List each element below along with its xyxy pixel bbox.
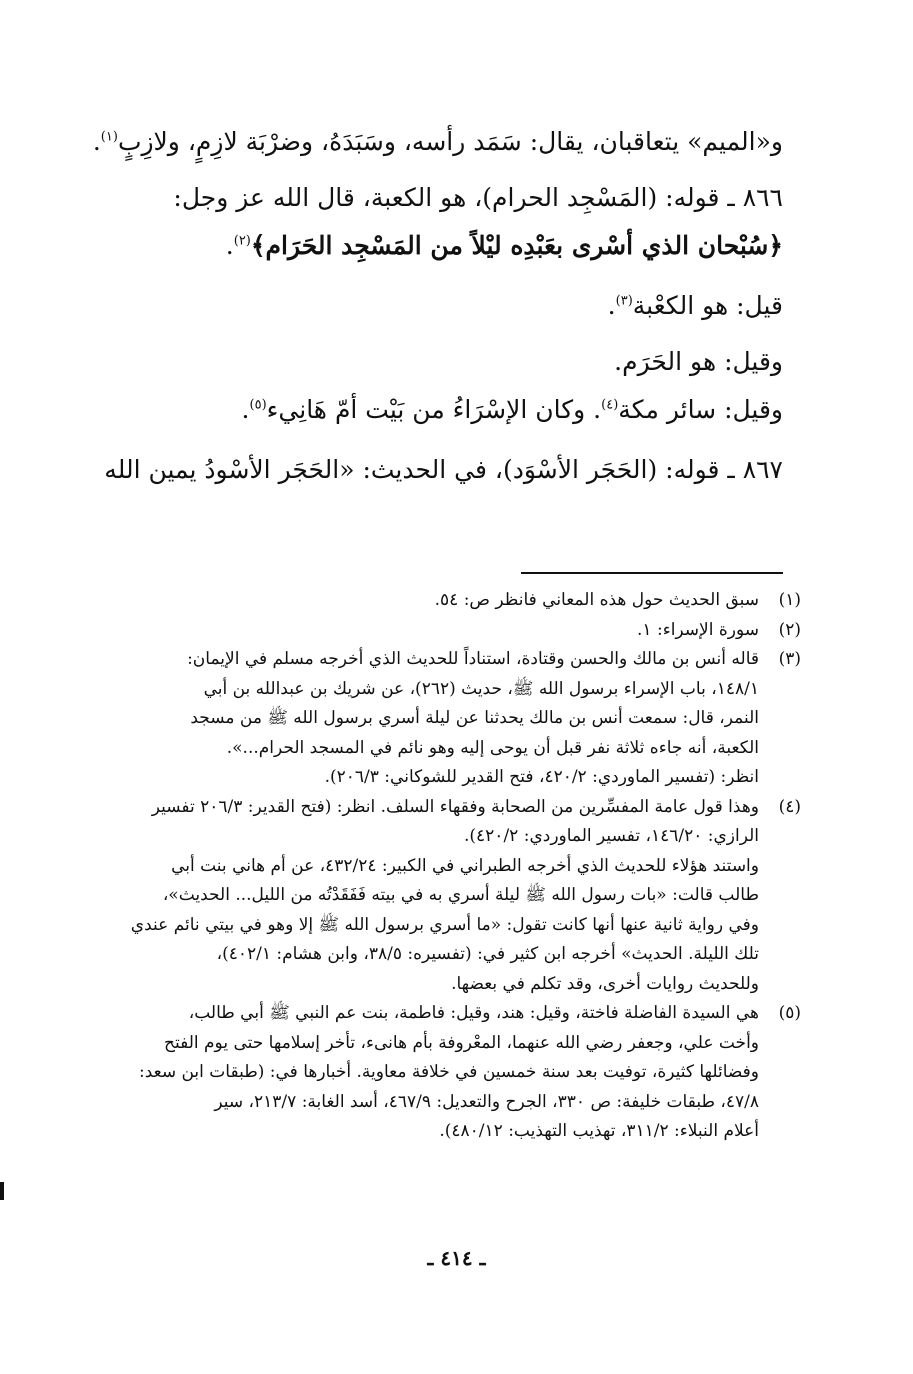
footnote-ref-2[interactable]: (٢) xyxy=(233,233,251,249)
entry-866 xyxy=(103,174,783,222)
qil-1-end: . xyxy=(607,291,616,320)
footnote-5 xyxy=(111,999,801,1147)
footnote-line: سبق الحديث حول هذه المعاني فانظر ص: ٥٤. xyxy=(434,590,759,610)
qil-2 xyxy=(103,338,783,386)
line1-text: و«الميم» يتعاقبان، يقال: سَمَد رأسه، وسَبَدَهُ، وضرْبَة لازِمٍ، ولازِبٍ xyxy=(117,127,783,156)
quran-verse: ﴿سُبْحان الذي أسْرى بعَبْدِه ليْلاً من المَسْجِد الحَرَام﴾ xyxy=(250,231,783,260)
footnote-separator xyxy=(521,572,783,574)
footnote-ref-4[interactable]: (٤) xyxy=(601,397,619,413)
entry-866-quran-line xyxy=(103,222,783,270)
footnote-line: الكعبة، أنه جاءه ثلاثة نفر قبل أن يوحى إليه وهو نائم في المسجد الحرام...». xyxy=(226,737,759,758)
footnote-line: ١٤٨/١، باب الإسراء برسول الله ﷺ، حديث (٢٦٢)، عن شريك بن عبدالله بن أبي xyxy=(203,678,759,699)
footnote-number: (٢) xyxy=(778,619,801,640)
footnote-4 xyxy=(111,793,801,1000)
footnote-2 xyxy=(111,616,801,646)
footnote-line: وللحديث روايات أخرى، وقد تكلم في بعضها. xyxy=(451,973,759,994)
footnote-number: (٥) xyxy=(778,1003,801,1023)
footnote-line: قاله أنس بن مالك والحسن وقتادة، استناداً للحديث الذي أخرجه مسلم في الإيمان: xyxy=(187,649,759,669)
scan-edge-mark xyxy=(0,1182,4,1200)
footnote-1 xyxy=(111,586,801,616)
footnote-number: (٣) xyxy=(778,649,801,669)
qil-1-text: قيل: هو الكعْبة xyxy=(632,291,783,320)
footnote-line: واستند هؤلاء للحديث الذي أخرجه الطبراني في الكبير: ٤٣٢/٢٤، عن أم هاني بنت أبي xyxy=(171,855,759,876)
footnote-line: الرازي: ١٤٦/٢٠، تفسير الماوردي: ٤٢٠/٢). xyxy=(464,826,759,846)
main-line-1 xyxy=(92,118,783,166)
qil-1 xyxy=(103,282,783,330)
footnotes xyxy=(111,586,801,1147)
entry-867 xyxy=(103,446,783,494)
qil-3-end: . xyxy=(241,395,250,424)
page-number: ـ ٤١٤ ـ xyxy=(427,1246,486,1270)
footnote-number: (٤) xyxy=(778,796,801,817)
footnote-line: النمر، قال: سمعت أنس بن مالك يحدثنا عن ليلة أسري برسول الله ﷺ من مسجد xyxy=(190,708,759,728)
main-text xyxy=(92,118,783,494)
footnote-ref-5[interactable]: (٥) xyxy=(249,397,267,413)
footnote-line: طالب قالت: «بات رسول الله ﷺ ليلة أسري به في بيته فَفَقَدْتُه من الليل... الحديث»، xyxy=(162,885,759,905)
footnote-line: وفضائلها كثيرة، توفيت بعد سنة خمسين في خلافة معاوية. أخبارها في: (طبقات ابن سعد: xyxy=(138,1062,759,1082)
qil-3 xyxy=(103,386,783,434)
footnote-line: تلك الليلة. الحديث» أخرجه ابن كثير في: (تفسيره: ٣٨/٥، وابن هشام: ٤٠٢/١)، xyxy=(216,944,759,964)
line1-end: . xyxy=(92,127,101,156)
footnote-line: انظر: (تفسير الماوردي: ٤٢٠/٢، فتح القدير للشوكاني: ٢٠٦/٣). xyxy=(324,767,759,787)
footnote-3 xyxy=(111,645,801,793)
footnote-line: وفي رواية ثانية عنها أنها كانت تقول: «ما أسري برسول الله ﷺ إلا وهو في بيتي نائم عندي xyxy=(130,914,759,935)
quran-end: . xyxy=(225,231,234,260)
footnote-line: أعلام النبلاء: ٣١١/٢، تهذيب التهذيب: ٤٨٠/١٢). xyxy=(439,1121,759,1141)
qil-3-text-a: وقيل: سائر مكة xyxy=(618,395,783,424)
entry-867-heading: ٨٦٧ ـ قوله: (الحَجَر الأسْوَد)، في الحديث: «الحَجَر الأسْودُ يمين الله xyxy=(104,455,783,484)
footnote-line: وهذا قول عامة المفسِّرين من الصحابة وفقهاء السلف. انظر: (فتح القدير: ٢٠٦/٣ تفسير xyxy=(151,796,759,817)
entry-866-heading: ٨٦٦ ـ قوله: (المَسْجِد الحرام)، هو الكعبة، قال الله عز وجل: xyxy=(173,183,783,212)
footnote-line: هي السيدة الفاضلة فاختة، وقيل: هند، وقيل: فاطمة، بنت عم النبي ﷺ أبي طالب، xyxy=(188,1003,759,1023)
footnote-line: ٤٧/٨، طبقات خليفة: ص ٣٣٠، الجرح والتعديل: ٤٦٧/٩، أسد الغابة: ٢١٣/٧، سير xyxy=(214,1091,759,1112)
footnote-ref-3[interactable]: (٣) xyxy=(615,293,633,309)
footnote-ref-1[interactable]: (١) xyxy=(100,129,118,145)
footnote-number: (١) xyxy=(778,590,801,610)
qil-2-text: وقيل: هو الحَرَم. xyxy=(614,347,783,376)
qil-3-text-b: . وكان الإسْرَاءُ من بَيْت أمّ هَانِيء xyxy=(266,395,602,424)
footnote-line: وأخت علي، وجعفر رضي الله عنهما، المعْروفة بأم هانىء، تأخر إسلامها حتى يوم الفتح xyxy=(164,1032,759,1053)
footnote-line: سورة الإسراء: ١. xyxy=(637,619,759,640)
